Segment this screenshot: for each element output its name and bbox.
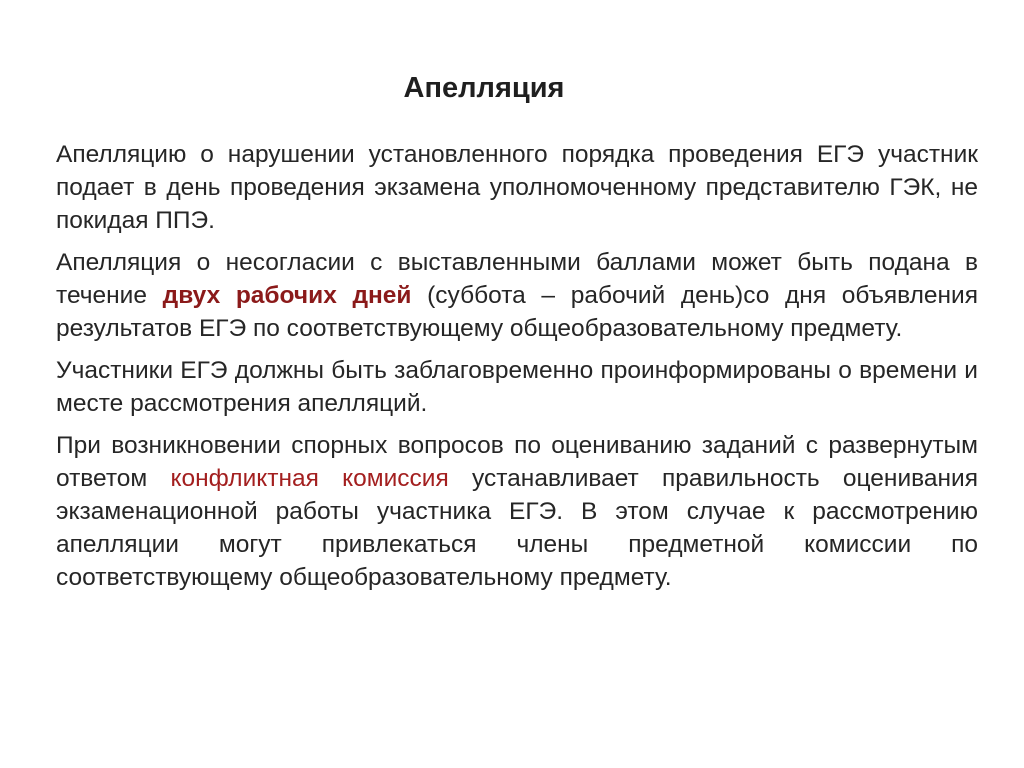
paragraph-text-before: Апелляция о несогласии с выставленными баллами может быть подана в течение	[56, 249, 978, 309]
paragraph-notification: Участники ЕГЭ должны быть заблаговременно проинформированы о времени и месте рассмотрения апелляций.	[56, 357, 978, 417]
paragraph-procedure-violation: Апелляцию о нарушении установленного порядка проведения ЕГЭ участник подает в день проведения экзамена уполномоченному представителю ГЭК, не покидая ППЭ.	[56, 141, 978, 234]
highlight-two-working-days: двух рабочих дней	[162, 282, 412, 309]
paragraph-text-after: (суббота – рабочий день)со дня объявления результатов ЕГЭ по соответствующему общеобразовательному предмету.	[56, 282, 979, 342]
paragraph-text-after: устанавливает правильность оценивания экзаменационной работы участника ЕГЭ. В этом случае к рассмотрению апелляции могут привлекаться члены предметной комиссии по соответствующему общеобразовательному предмету.	[56, 465, 978, 591]
slide-title: Апелляция	[403, 72, 565, 104]
paragraph-conflict-commission	[56, 429, 978, 594]
paragraph-text-before: При возникновении спорных вопросов по оцениванию заданий с развернутым ответом	[56, 432, 978, 492]
highlight-conflict-commission: конфликтная комиссия	[170, 465, 449, 492]
paragraph-score-disagreement	[56, 246, 978, 345]
slide-body	[56, 138, 978, 603]
